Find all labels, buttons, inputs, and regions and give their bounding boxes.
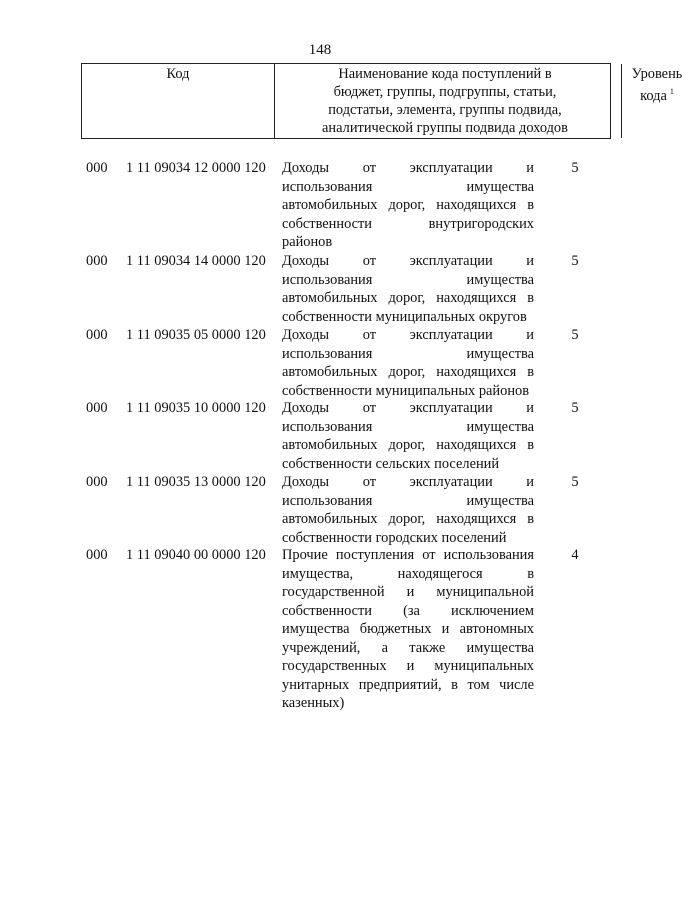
row-prefix: 000 bbox=[86, 400, 108, 416]
row-description-line: автомобильных дорог, находящихся в bbox=[282, 197, 534, 213]
header-name-line: бюджет, группы, подгруппы, статьи, bbox=[333, 84, 557, 100]
row-code: 1 11 09035 13 0000 120 bbox=[126, 474, 266, 490]
row-description-line: имущества, находящегося в bbox=[282, 565, 534, 582]
row-prefix: 000 bbox=[86, 547, 108, 563]
page-number: 148 bbox=[308, 42, 332, 58]
header-level-line: Уровень bbox=[631, 66, 683, 82]
header-name-line: Наименование кода поступлений в bbox=[338, 66, 552, 82]
row-description bbox=[282, 326, 534, 400]
header-level bbox=[622, 64, 692, 138]
header-name-line: аналитической группы подвида доходов bbox=[322, 120, 568, 136]
row-prefix: 000 bbox=[86, 253, 108, 269]
row-code: 1 11 09034 12 0000 120 bbox=[126, 160, 266, 176]
row-description-line: казенных) bbox=[282, 695, 345, 711]
row-code: 1 11 09035 10 0000 120 bbox=[126, 400, 266, 416]
row-description-line: собственности (за исключением bbox=[282, 602, 534, 619]
row-description-line: автомобильных дорог, находящихся в bbox=[282, 364, 534, 380]
row-description-line: автомобильных дорог, находящихся в bbox=[282, 437, 534, 453]
row-level: 5 bbox=[571, 400, 579, 416]
row-level: 5 bbox=[571, 474, 579, 490]
row-description bbox=[282, 473, 534, 547]
row-level: 5 bbox=[571, 160, 579, 176]
row-description-line: Доходы от эксплуатации и bbox=[282, 474, 534, 490]
header-level-word: кода bbox=[640, 88, 667, 104]
row-description-line: Доходы от эксплуатации и bbox=[282, 400, 534, 416]
row-description bbox=[282, 546, 534, 713]
row-code: 1 11 09040 00 0000 120 bbox=[126, 547, 266, 563]
header-code: Код bbox=[82, 64, 275, 138]
row-code: 1 11 09034 14 0000 120 bbox=[126, 253, 266, 269]
row-level: 5 bbox=[571, 327, 579, 343]
row-description-line: собственности городских поселений bbox=[282, 529, 507, 546]
row-description bbox=[282, 399, 534, 473]
row-description-line: Прочие поступления от использования bbox=[282, 547, 534, 563]
row-description bbox=[282, 252, 534, 326]
row-description-line: собственности муниципальных районов bbox=[282, 382, 530, 399]
row-description-line: Доходы от эксплуатации и bbox=[282, 253, 534, 269]
row-description-line: собственности муниципальных округов bbox=[282, 308, 527, 325]
row-description-line: Доходы от эксплуатации и bbox=[282, 160, 534, 176]
row-description-line: автомобильных дорог, находящихся в bbox=[282, 290, 534, 306]
header-name bbox=[275, 64, 622, 138]
row-description-line: имущества бюджетных и автономных bbox=[282, 621, 534, 637]
row-prefix: 000 bbox=[86, 327, 108, 343]
row-description-line: собственности сельских поселений bbox=[282, 455, 500, 472]
row-description-line: Доходы от эксплуатации и bbox=[282, 327, 534, 343]
row-description-line: использования имущества bbox=[282, 418, 534, 435]
row-description-line: автомобильных дорог, находящихся в bbox=[282, 511, 534, 527]
table-header bbox=[81, 63, 683, 139]
header-name-line: подстатьи, элемента, группы подвида, bbox=[328, 102, 562, 118]
row-description-line: государственных и муниципальных bbox=[282, 658, 534, 674]
row-prefix: 000 bbox=[86, 160, 108, 176]
row-description-line: государственной и муниципальной bbox=[282, 584, 534, 600]
row-description-line: собственности внутригородских bbox=[282, 215, 534, 232]
row-code: 1 11 09035 05 0000 120 bbox=[126, 327, 266, 343]
row-prefix: 000 bbox=[86, 474, 108, 490]
row-description-line: учреждений, а также имущества bbox=[282, 639, 534, 656]
header-level-line bbox=[622, 83, 692, 105]
row-description-line: районов bbox=[282, 234, 333, 250]
row-description-line: использования имущества bbox=[282, 345, 534, 362]
row-description-line: использования имущества bbox=[282, 492, 534, 509]
footnote-mark: 1 bbox=[669, 87, 674, 96]
row-description-line: использования имущества bbox=[282, 178, 534, 195]
row-level: 4 bbox=[571, 547, 579, 563]
row-level: 5 bbox=[571, 253, 579, 269]
row-description-line: унитарных предприятий, в том числе bbox=[282, 676, 534, 693]
row-description-line: использования имущества bbox=[282, 271, 534, 288]
row-description bbox=[282, 159, 534, 252]
